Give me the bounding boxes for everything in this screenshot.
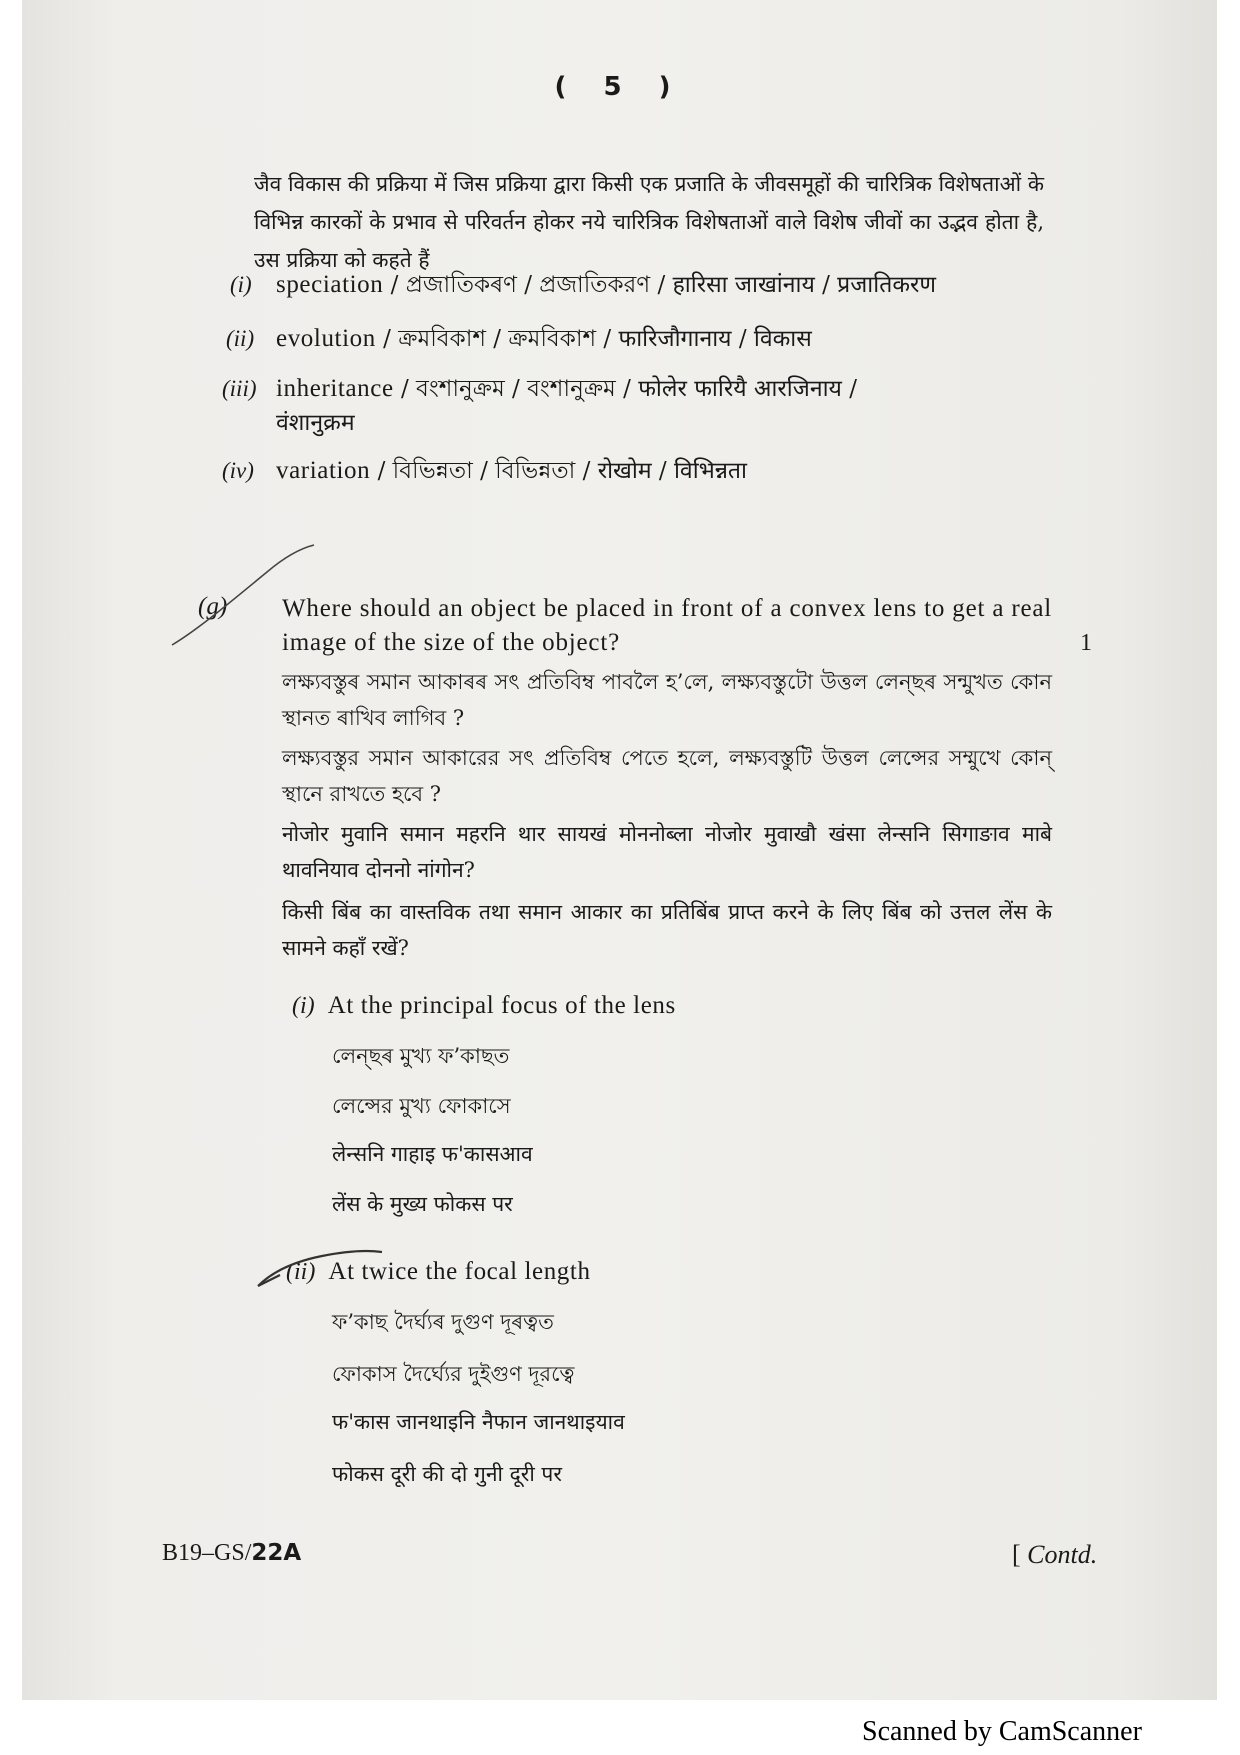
sub-option-number: (ii)	[286, 1259, 316, 1285]
sub-option-number: (i)	[292, 993, 315, 1019]
page-number: ( 5 )	[554, 72, 685, 102]
sub-option-i-assamese: লেন্‌ছৰ মুখ্য ফ’কাছত	[332, 1044, 510, 1068]
pen-annotations	[22, 0, 1217, 1700]
question-marks: 1	[1080, 630, 1092, 656]
scanner-watermark: Scanned by CamScanner	[862, 1716, 1142, 1747]
option-translations: / প্ৰজাতিকৰণ / প্রজাতিকরণ / हारिसा जाखांनाय / प्रजातिकरण	[383, 272, 937, 298]
continued-note: [ Contd.	[1012, 1540, 1098, 1569]
option-iii-continued: वंशानुक्रम	[276, 410, 355, 436]
option-number: (iii)	[222, 376, 257, 401]
question-text: Where should an object be placed in front of a convex lens to get a real image of the size of the object?	[282, 595, 1052, 656]
option-english: inheritance	[276, 375, 394, 402]
sub-option-i-bodo: लेन्सनि गाहाइ फ'कासआव	[332, 1142, 533, 1166]
option-english: speciation	[276, 271, 384, 298]
option-english: evolution	[276, 325, 376, 352]
sub-option-english: At the principal focus of the lens	[327, 992, 676, 1019]
pen-stroke-question-g	[172, 545, 314, 645]
question-bodo: नोजोर मुवानि समान महरनि थार सायखं मोननोब्ला नोजोर मुवाखौ खंसा लेन्सनि सिगाङाव माबे थावनियाव दोननो नांगोन?	[282, 822, 1052, 882]
question-label: (g)	[198, 593, 228, 620]
sub-option-ii-hindi: फोकस दूरी की दो गुनी दूरी पर	[332, 1462, 562, 1486]
paper-code-number: 22A	[251, 1540, 302, 1566]
continued-text: Contd.	[1027, 1540, 1098, 1569]
sub-option-i-bengali: লেন্সের মুখ্য ফোকাসে	[332, 1094, 511, 1118]
paper-code-prefix: B19–GS/	[162, 1540, 252, 1566]
sub-option-ii-assamese: ফ’কাছ দৈৰ্ঘ্যৰ দুগুণ দূৰত্বত	[332, 1310, 554, 1334]
option-english: variation	[276, 457, 371, 484]
question-intro-text: जैव विकास की प्रक्रिया में जिस प्रक्रिया द्वारा किसी एक प्रजाति के जीवसमूहों की चारित्रिक विशेषताओं के विभिन्न कारकों के प्रभाव से परिवर्तन होकर नये चारित्रिक विशेषताओं वाले विशेष जीवों का उद्भव होता है, उस प्रक्रिया को कहते हैं	[254, 172, 1044, 272]
sub-option-i-hindi: लेंस के मुख्य फोकस पर	[332, 1192, 513, 1216]
option-translations: / বিভিন্নতা / বিভিন্নতা / रोखोम / विभिन्नता	[370, 458, 747, 484]
option-number: (ii)	[226, 326, 255, 351]
exam-paper-sheet	[22, 0, 1217, 1700]
option-number: (i)	[230, 272, 252, 297]
option-translations: / বংশানুক্ৰম / বংশানুক্রম / फोलेर फारियै आरजिनाय /	[393, 376, 857, 402]
question-assamese: লক্ষ্যবস্তুৰ সমান আকাৰৰ সৎ প্ৰতিবিম্ব পাবলৈ হ’লে, লক্ষ্যবস্তুটো উত্তল লেন্‌ছৰ সন্মুখত কোন স্থানত ৰাখিব লাগিব ?	[282, 670, 1052, 730]
option-number: (iv)	[222, 458, 254, 483]
option-translations: / ক্ৰমবিকাশ / ক্রমবিকাশ / फारिजौगानाय / विकास	[375, 326, 812, 352]
sub-option-ii-bengali: ফোকাস দৈর্ঘ্যের দুইগুণ দূরত্বে	[332, 1362, 575, 1386]
question-bengali: লক্ষ্যবস্তুর সমান আকারের সৎ প্রতিবিম্ব পেতে হলে, লক্ষ্যবস্তুটি উত্তল লেন্সের সম্মুখে কোন্ স্থানে রাখতে হবে ?	[282, 746, 1052, 806]
question-hindi: किसी बिंब का वास्तविक तथा समान आकार का प्रतिबिंब प्राप्त करने के लिए बिंब को उत्तल लेंस के सामने कहाँ रखें?	[282, 900, 1052, 960]
sub-option-ii-bodo: फ'कास जानथाइनि नैफान जानथाइयाव	[332, 1410, 625, 1434]
pen-stroke-answer-tick	[258, 1251, 382, 1286]
sub-option-english: At twice the focal length	[328, 1258, 591, 1285]
